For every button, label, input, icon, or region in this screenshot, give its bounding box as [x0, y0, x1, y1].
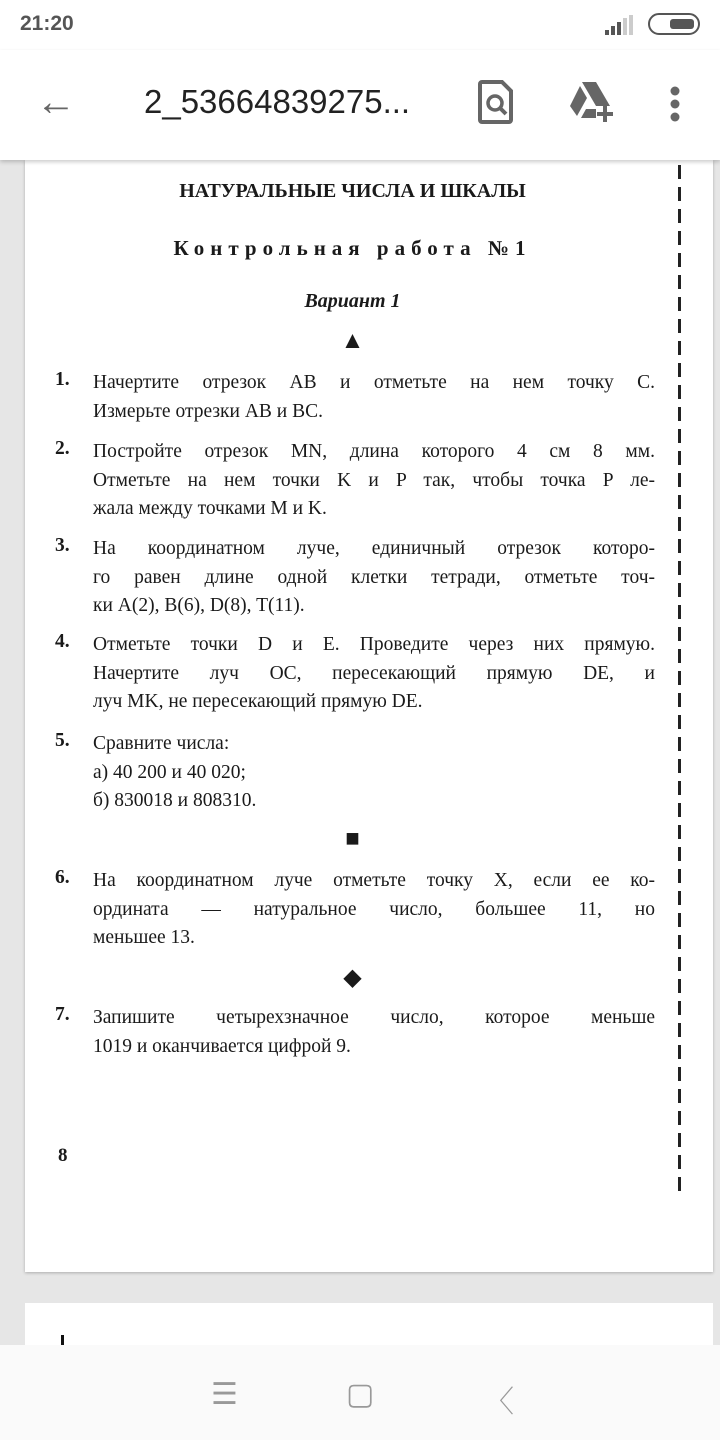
back-arrow-icon[interactable]: ←: [36, 80, 76, 124]
document-search-icon[interactable]: [478, 80, 514, 124]
variant: Вариант 1: [304, 290, 401, 312]
task-1: 1. Начертите отрезок AB и отметьте на нем точку C. Измерьте отрезки AB и BC.: [55, 369, 655, 422]
pdf-page: [25, 160, 713, 1272]
back-icon[interactable]: 〈: [484, 1386, 514, 1419]
triangle-icon: ▲: [340, 328, 365, 354]
menu-icon[interactable]: ☰: [211, 1378, 238, 1411]
diamond-icon: ◆: [343, 965, 362, 991]
battery-icon: [648, 13, 700, 35]
status-bar: [0, 0, 720, 50]
more-vert-icon[interactable]: [668, 86, 682, 122]
page-number: 8: [58, 1145, 68, 1166]
square-icon: ■: [345, 826, 360, 852]
pdf-viewer[interactable]: [0, 160, 720, 1345]
heading: НАТУРАЛЬНЫЕ ЧИСЛА И ШКАЛЫ: [179, 180, 526, 202]
document-title: 2_53664839275...: [144, 83, 411, 120]
task-7: 7. Запишите четырехзначное число, которое меньше 1019 и оканчивается цифрой 9.: [55, 1004, 655, 1057]
home-icon[interactable]: ▢: [346, 1378, 375, 1411]
task-5: 5. Сравните числа: а) 40 200 и 40 020; б) 830018 и 808310.: [55, 730, 257, 812]
drive-add-icon[interactable]: [568, 80, 614, 124]
clock: 21:20: [20, 12, 74, 35]
app-bar: [0, 50, 720, 160]
subheading: Контрольная работа №1: [173, 236, 532, 260]
cut-line: [678, 165, 681, 1195]
signal-icon: [603, 15, 633, 35]
task-6: 6. На координатном луче отметьте точку X, если ее ко- ордината — натуральное число, большее 11, но меньшее 13.: [55, 867, 655, 949]
task-4: 4. Отметьте точки D и E. Проведите через них прямую. Начертите луч OC, пересекающий прямую DE, и луч MK, не пересекающий прямую DE.: [55, 631, 655, 713]
task-3: 3. На координатном луче, единичный отрезок которо- го равен длине одной клетки тетради, отметьте точ- ки A(2), B(6), D(8), T(11).: [55, 535, 655, 617]
system-nav-bar: [0, 1345, 720, 1440]
task-2: 2. Постройте отрезок MN, длина которого 4 см 8 мм. Отметьте на нем точки K и P так, чтобы точка P ле- жала между точками M и K.: [55, 438, 655, 520]
